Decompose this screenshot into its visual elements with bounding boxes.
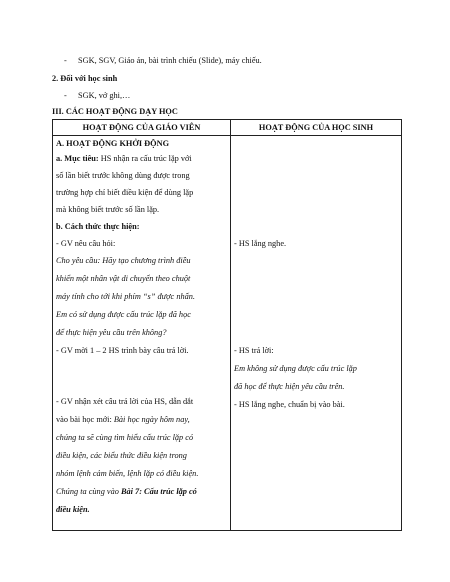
table-header-row	[53, 120, 402, 136]
student-prepare: - HS lắng nghe, chuẩn bị vào bài.	[234, 400, 345, 409]
question-line-1: Cho yêu cầu: Hãy tạo chương trình điều	[56, 256, 191, 265]
goal-line-2: số lần biết trước không dùng được trong	[56, 171, 190, 180]
student-answer-line-2: đã học để thực hiện yêu cầu trên.	[234, 382, 345, 391]
comment-line-2-plain: vào bài học mới:	[56, 415, 114, 424]
comment-line-7: điều kiện.	[56, 505, 90, 514]
part-a-heading: A. HOẠT ĐỘNG KHỞI ĐỘNG	[56, 139, 170, 148]
bullet-materials	[64, 55, 262, 66]
method-heading: b. Cách thức thực hiện:	[56, 222, 140, 231]
student-activity-cell	[231, 136, 402, 531]
comment-line-2-italic: Bài học ngày hôm nay,	[113, 415, 190, 424]
comment-line-2	[56, 414, 190, 425]
comment-line-6	[56, 486, 197, 497]
question-line-3: máy tính cho tới khi phím “s” được nhấn.	[56, 292, 195, 301]
student-listen: - HS lắng nghe.	[234, 239, 287, 248]
question-intro: - GV nêu câu hỏi:	[56, 239, 116, 248]
comment-line-4: điều kiện, các biểu thức điều kiện trong	[56, 451, 187, 460]
bullet-dash: -	[64, 56, 67, 65]
bullet-materials-text: SGK, SGV, Giáo án, bài trình chiếu (Slide), máy chiếu.	[78, 56, 262, 65]
question-line-2: khiển một nhân vật di chuyển theo chuột	[56, 274, 191, 283]
bullet-dash: -	[64, 91, 67, 100]
student-answer-line-1: Em không sử dụng được cấu trúc lặp	[234, 364, 357, 373]
header-teacher: HOẠT ĐỘNG CỦA GIÁO VIÊN	[53, 120, 231, 136]
question-line-5: để thực hiện yêu cầu trên không?	[56, 328, 167, 337]
question-line-4: Em có sử dụng được cấu trúc lặp đã học	[56, 310, 191, 319]
comment-line-6-italic: Chúng ta cùng vào	[56, 487, 121, 496]
section-3-heading: III. CÁC HOẠT ĐỘNG DẠY HỌC	[52, 107, 178, 116]
comment-line-3: chúng ta sẽ cùng tìm hiểu cấu trúc lặp có	[56, 433, 194, 442]
bullet-student-materials-text: SGK, vở ghi,…	[78, 91, 131, 100]
table-row	[53, 136, 402, 531]
goal-label: a. Mục tiêu:	[56, 154, 99, 163]
goal-line-4: mà không biết trước số lần lặp.	[56, 205, 160, 214]
teacher-activity-cell	[53, 136, 231, 531]
section-2-heading: 2. Đối với học sinh	[52, 74, 118, 83]
header-student: HOẠT ĐỘNG CỦA HỌC SINH	[231, 120, 402, 136]
bullet-student-materials	[64, 90, 130, 101]
goal-text-1: HS nhận ra cấu trúc lặp với	[98, 154, 192, 163]
invite-line: - GV mời 1 – 2 HS trình bày câu trả lời.	[56, 346, 189, 355]
goal-line-3: trường hợp chỉ biết điều kiện để dùng lặp	[56, 188, 194, 197]
student-answer-intro: - HS trả lời:	[234, 346, 274, 355]
goal-line-1	[56, 153, 192, 164]
activity-table	[52, 119, 402, 531]
comment-line-5: nhóm lệnh cảm biến, lệnh lặp có điều kiện.	[56, 469, 199, 478]
comment-line-1: - GV nhận xét câu trả lời của HS, dẫn dắt	[56, 397, 194, 406]
lesson-title: Bài 7: Cấu trúc lặp có	[121, 487, 197, 496]
